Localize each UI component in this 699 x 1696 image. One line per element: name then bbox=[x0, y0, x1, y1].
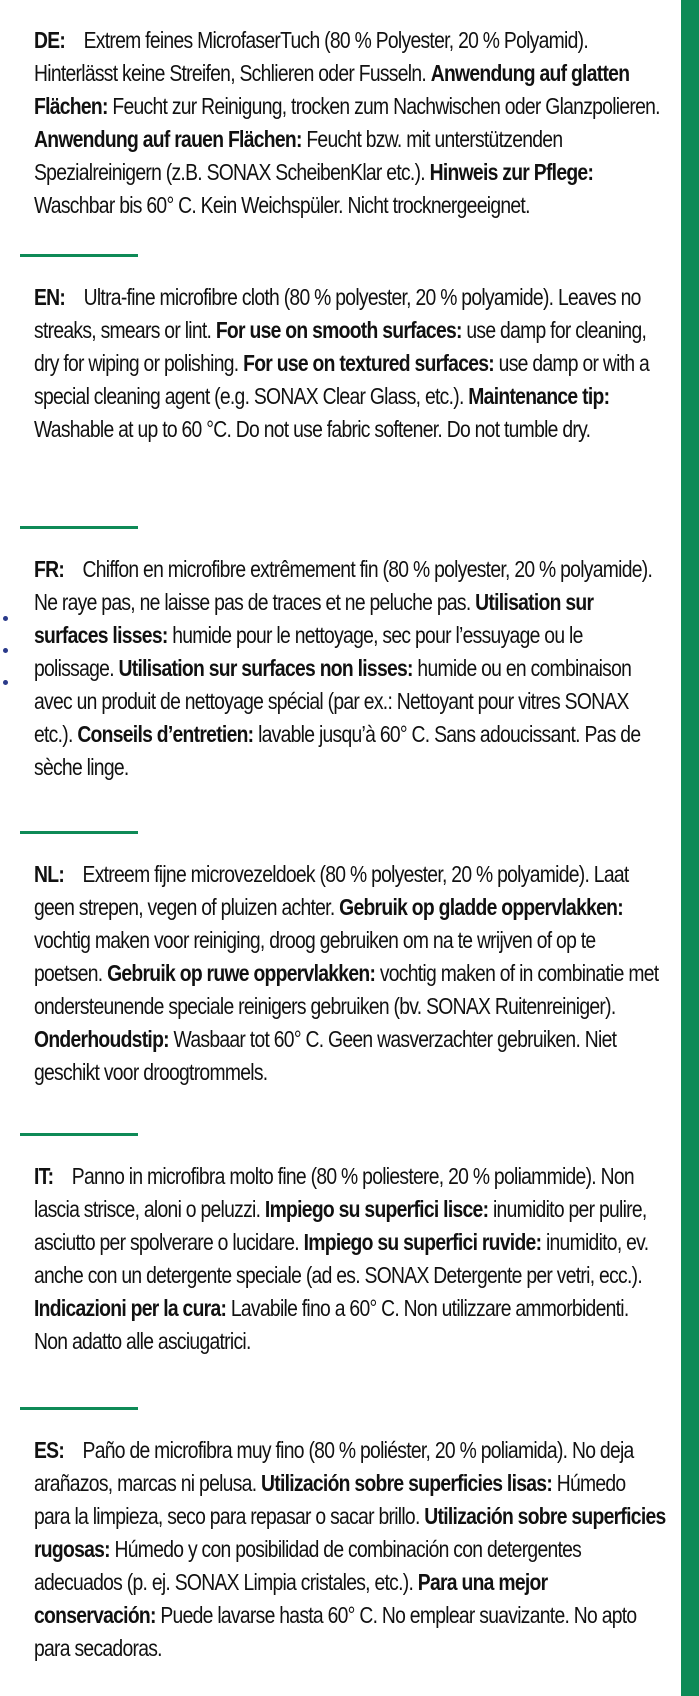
bold-heading: Anwendung auf glatten Flächen: bbox=[34, 60, 630, 119]
section-text: ES: Paño de microfibra muy fino (80 % poliéster, 20 % poliamida). No deja arañazos, marcas ni pelusa. Utilización sobre superficies lisas: Húmedo para la limpieza, seco para repasar o sacar brillo. Utilización sobre superficies rugosas: Húmedo y con posibilidad de combinación con detergentes adecuados (p. ej. SONAX Limpia cristales, etc.). Para una mejor conservación: Puede lavarse hasta 60° C. No emplear suavizante. No apto para secadoras. bbox=[34, 1437, 666, 1661]
bold-heading: Impiego su superfici ruvide: bbox=[303, 1229, 542, 1255]
bold-heading: Indicazioni per la cura: bbox=[34, 1295, 227, 1321]
bold-heading: Gebruik op gladde oppervlakken: bbox=[339, 894, 623, 920]
language-code: FR: bbox=[34, 556, 65, 582]
bold-heading: Utilización sobre superficies lisas: bbox=[261, 1470, 553, 1496]
bold-heading: Hinweis zur Pflege: bbox=[429, 159, 594, 185]
section-text: IT: Panno in microfibra molto fine (80 % poliestere, 20 % poliammide). Non lascia strisce, aloni o peluzzi. Impiego su superfici lisce: inumidito per pulire, asciutto per spolverare o lucidare. Impiego su superfici ruvide: inumidito, ev. anche con un detergente speciale (ad es. SONAX Detergente per vetri, ecc.). Indicazioni per la cura: Lavabile fino a 60° C. Non utilizzare ammorbidenti. Non adatto alle asciugatrici. bbox=[34, 1163, 649, 1354]
bold-heading: Para una mejor conservación: bbox=[34, 1569, 548, 1628]
language-code: NL: bbox=[34, 861, 65, 887]
bold-heading: Gebruik op ruwe oppervlakken: bbox=[107, 960, 376, 986]
bold-heading: Onderhoudstip: bbox=[34, 1026, 169, 1052]
bold-heading: Impiego su superfici lisce: bbox=[264, 1196, 489, 1222]
bold-heading: Anwendung auf rauen Flächen: bbox=[34, 126, 302, 152]
section-nl bbox=[0, 834, 681, 1136]
section-es bbox=[0, 1410, 681, 1696]
bold-heading: Utilisation sur surfaces non lisses: bbox=[118, 655, 413, 681]
bold-heading: Maintenance tip: bbox=[468, 383, 610, 409]
section-text: FR: Chiffon en microfibre extrêmement fin (80 % polyester, 20 % polyamide). Ne raye pas, ne laisse pas de traces et ne peluche pas. Utilisation sur surfaces lisses: humide pour le nettoyage, sec pour l’essuyage ou le polissage. Utilisation sur surfaces non lisses: humide ou en combinaison avec un produit de nettoyage spécial (par ex.: Nettoyant pour vitres SONAX etc.). Conseils d’entretien: lavable jusqu’à 60° C. Sans adoucissant. Pas de sèche linge. bbox=[34, 556, 653, 780]
bold-heading: Utilisation sur surfaces lisses: bbox=[34, 589, 594, 648]
section-text: NL: Extreem fijne microvezeldoek (80 % polyester, 20 % polyamide). Laat geen strepen, vegen of pluizen achter. Gebruik op gladde oppervlakken: vochtig maken voor reiniging, droog gebruiken om na te wrijven of op te poetsen. Gebruik op ruwe oppervlakken: vochtig maken of in combinatie met ondersteunende speciale reinigers gebruiken (bv. SONAX Ruitenreiniger). Onderhoudstip: Wasbaar tot 60° C. Geen wasverzachter gebruiken. Niet geschikt voor droogtrommels. bbox=[34, 861, 659, 1085]
section-fr bbox=[0, 529, 681, 834]
bold-heading: Utilización sobre superficies rugosas: bbox=[34, 1503, 666, 1562]
language-code: EN: bbox=[34, 284, 66, 310]
green-side-bar bbox=[681, 0, 699, 1696]
language-code: IT: bbox=[34, 1163, 54, 1189]
section-de bbox=[0, 0, 681, 257]
language-code: ES: bbox=[34, 1437, 65, 1463]
section-it bbox=[0, 1136, 681, 1410]
section-text: DE: Extrem feines MicrofaserTuch (80 % Polyester, 20 % Polyamid). Hinterlässt keine Streifen, Schlieren oder Fusseln. Anwendung auf glatten Flächen: Feucht zur Reinigung, trocken zum Nachwischen oder Glanzpolieren. Anwendung auf rauen Flächen: Feucht bzw. mit unterstützenden Spezialreinigern (z.B. SONAX ScheibenKlar etc.). Hinweis zur Pflege: Waschbar bis 60° C. Kein Weichspüler. Nicht trocknergeeignet. bbox=[34, 27, 660, 218]
bold-heading: For use on smooth surfaces: bbox=[215, 317, 462, 343]
bold-heading: For use on textured surfaces: bbox=[243, 350, 495, 376]
section-en bbox=[0, 257, 681, 529]
bold-heading: Conseils d’entretien: bbox=[77, 721, 254, 747]
section-text: EN: Ultra-fine microfibre cloth (80 % polyester, 20 % polyamide). Leaves no streaks, smears or lint. For use on smooth surfaces: use damp for cleaning, dry for wiping or polishing. For use on textured surfaces: use damp or with a special cleaning agent (e.g. SONAX Clear Glass, etc.). Maintenance tip: Washable at up to 60 °C. Do not use fabric softener. Do not tumble dry. bbox=[34, 284, 650, 442]
language-code: DE: bbox=[34, 27, 66, 53]
